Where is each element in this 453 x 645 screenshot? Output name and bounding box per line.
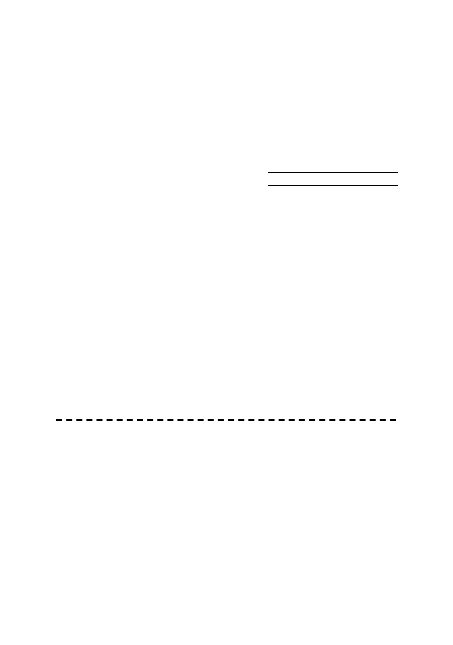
dashed-separator <box>56 419 396 421</box>
address-underline <box>268 172 398 173</box>
name-underline <box>268 185 398 186</box>
